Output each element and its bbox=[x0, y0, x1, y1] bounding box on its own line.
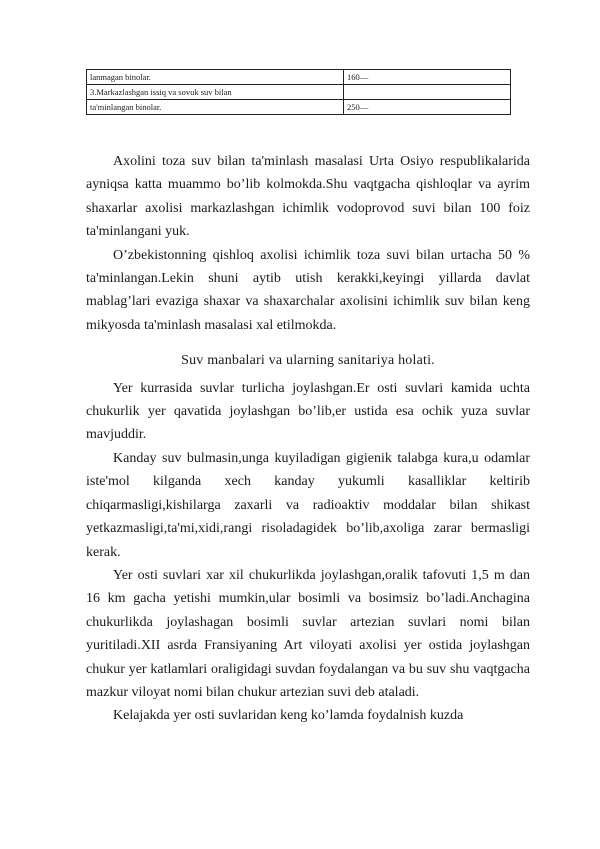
table-cell: 250— bbox=[344, 100, 511, 115]
table-row bbox=[87, 85, 511, 100]
table-cell: ta'minlangan binolar. bbox=[87, 100, 344, 115]
paragraph: Yer kurrasida suvlar turlicha joylashgan.Er osti suvlari kamida uchta chukurlik yer qavatida joylashgan bo’lib,er ustida esa ochik yuza suvlar mavjuddir. bbox=[86, 380, 530, 443]
body-text bbox=[86, 150, 530, 728]
paragraph: Kelajakda yer osti suvlaridan keng ko’lamda foydalnish kuzda bbox=[113, 708, 464, 724]
table-row bbox=[87, 100, 511, 115]
section-heading: Suv manbalari va ularning sanitariya holati. bbox=[181, 353, 435, 369]
table-row bbox=[87, 70, 511, 85]
table-cell bbox=[344, 85, 511, 100]
table-cell: 160— bbox=[344, 70, 511, 85]
paragraph: Yer osti suvlari xar xil chukurlikda joylashgan,oralik tafovuti 1,5 m dan 16 km gacha yetishi mumkin,ular bosimli va bosimsiz bo’ladi.Anchagina chukurlikda joylashagan bosimli suvlar artezian suvlari nomi bilan yuritiladi.XII asrda Fransiyaning Art viloyati axolisi yer ostida joylashgan chukur yer katlamlari oraligidagi suvdan foydalangan va bu suv shu vaqtgacha mazkur viloyat nomi bilan chukur artezian suvi deb ataladi. bbox=[86, 567, 530, 700]
paragraph: O’zbekistonning qishloq axolisi ichimlik toza suvi bilan urtacha 50 % ta'minlangan.Lekin shuni aytib utish kerakki,keyingi yillarda davlat mablag’lari evaziga shaxar va shaxarchalar axolisini ichimlik suv bilan keng mikyosda ta'minlash masalasi xal etilmokda. bbox=[86, 247, 530, 333]
paragraph: Kanday suv bulmasin,unga kuyiladigan gigienik talabga kura,u odamlar iste'mol kilganda xech kanday yukumli kasalliklar keltirib chiqarmasligi,kishilarga zaxarli va radioaktiv moddalar bilan shikast yetkazmasligi,ta'mi,xidi,rangi risoladagidek bo’lib,axoliga zarar bermasligi kerak. bbox=[86, 450, 530, 560]
table-cell: lanmagan binolar. bbox=[87, 70, 344, 85]
paragraph: Axolini toza suv bilan ta'minlash masalasi Urta Osiyo respublikalarida ayniqsa katta muammo bo’lib kolmokda.Shu vaqtgacha qishloqlar va ayrim shaxarlar axolisi markazlashgan ichimlik vodoprovod suvi bilan 100 foiz ta'minlangani yuk. bbox=[86, 154, 530, 240]
table-cell: 3.Markazlashgan issiq va sovuk suv bilan bbox=[87, 85, 344, 100]
norms-table bbox=[86, 69, 511, 115]
